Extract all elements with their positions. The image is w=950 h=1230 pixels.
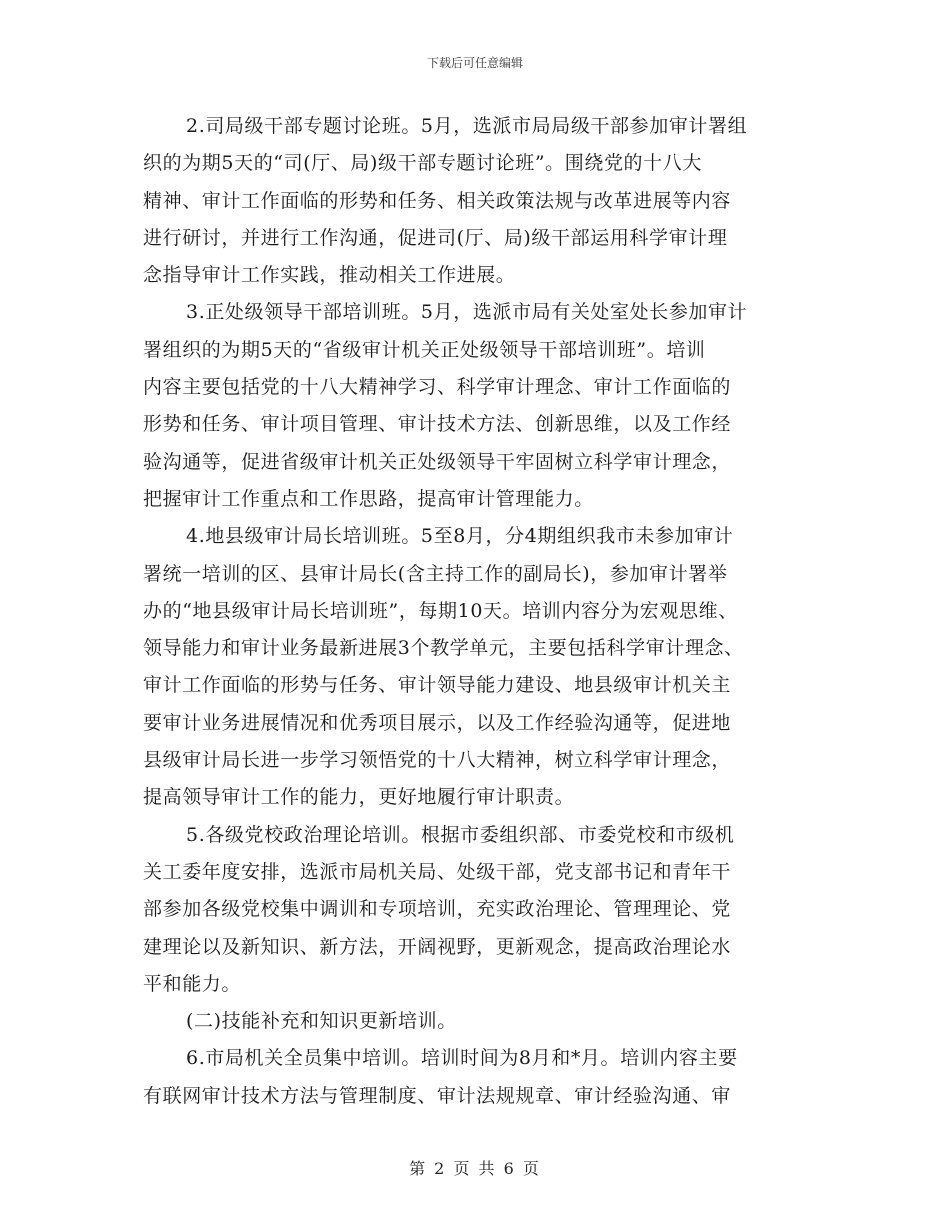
text-line: 验沟通等，促进省级审计机关正处级领导干牢固树立科学审计理念， <box>143 450 732 473</box>
text-line: 2.司局级干部专题讨论班。5月，选派市局局级干部参加审计署组 <box>186 115 748 137</box>
text-line: 形势和任务、审计项目管理、审计技术方法、创新思维，以及工作经 <box>143 413 732 436</box>
text-line: 进行研讨，并进行工作沟通，促进司(厅、局)级干部运用科学审计理 <box>143 226 728 249</box>
text-line: 有联网审计技术方法与管理制度、审计法规规章、审计经验沟通、审 <box>143 1084 732 1107</box>
section-heading: (二)技能补充和知识更新培训。 <box>186 1010 457 1033</box>
text-line: 领导能力和审计业务最新进展3个教学单元，主要包括科学审计理念、 <box>143 637 744 660</box>
text-line: 审计工作面临的形势与任务、审计领导能力建设、地县级审计机关主 <box>143 674 732 697</box>
text-line: 要审计业务进展情况和优秀项目展示，以及工作经验沟通等，促进地 <box>143 711 732 734</box>
text-line: 精神、审计工作面临的形势和任务、相关政策法规与改革进展等内容 <box>143 189 732 212</box>
text-line: 织的为期5天的“司(厅、局)级干部专题讨论班”。围绕党的十八大 <box>143 152 702 175</box>
text-line: 3.正处级领导干部培训班。5月，选派市局有关处室处长参加审计 <box>186 301 748 324</box>
text-line: 办的“地县级审计局长培训班”，每期10天。培训内容分为宏观思维、 <box>143 599 738 622</box>
text-line: 部参加各级党校集中调训和专项培训，充实政治理论、管理理论、党 <box>143 898 732 921</box>
text-line: 4.地县级审计局长培训班。5至8月，分4期组织我市未参加审计 <box>186 525 734 548</box>
page-footer: 第 2 页 共 6 页 <box>409 1159 541 1178</box>
text-line: 县级审计局长进一步学习领悟党的十八大精神，树立科学审计理念， <box>143 749 732 772</box>
text-line: 建理论以及新知识、新方法，开阔视野，更新观念，提高政治理论水 <box>143 935 732 958</box>
document-body <box>143 108 823 1115</box>
page-header: 下载后可任意编辑 <box>426 56 523 70</box>
text-line: 念指导审计工作实践，推动相关工作进展。 <box>143 264 516 287</box>
text-line: 署统一培训的区、县审计局长(含主持工作的副局长)，参加审计署举 <box>143 562 728 585</box>
text-line: 6.市局机关全员集中培训。培训时间为8月和*月。培训内容主要 <box>186 1047 738 1070</box>
text-line: 关工委年度安排，选派市局机关局、处级干部，党支部书记和青年干 <box>143 860 732 883</box>
text-line: 提高领导审计工作的能力，更好地履行审计职责。 <box>143 786 575 809</box>
text-line: 平和能力。 <box>143 972 242 995</box>
text-line: 内容主要包括党的十八大精神学习、科学审计理念、审计工作面临的 <box>143 376 732 399</box>
text-line: 把握审计工作重点和工作思路，提高审计管理能力。 <box>143 487 594 510</box>
text-line: 署组织的为期5天的“省级审计机关正处级领导干部培训班”。培训 <box>143 338 706 361</box>
text-line: 5.各级党校政治理论培训。根据市委组织部、市委党校和市级机 <box>186 823 735 846</box>
